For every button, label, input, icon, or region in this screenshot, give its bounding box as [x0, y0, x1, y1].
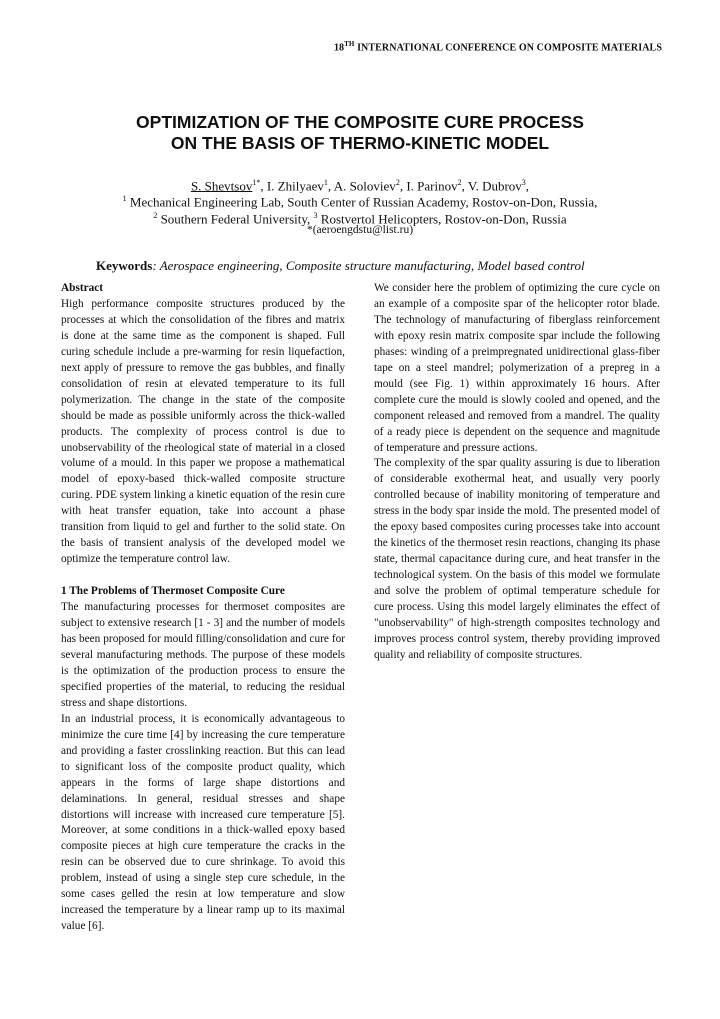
section-1-paragraph-3: We consider here the problem of optimizing the cure cycle on an example of a composite spar of the helicopter rotor blade. The technology of manufacturing of fiberglass reinforcement with epoxy resin matrix composite spar include the following phases: winding of a preimpregnated unidirectional glass-fiber tape on a steel mandrel; polymerization of a prepreg in a mould (see Fig. 1) within approximately 16 hours. After complete cure the mould is slowly cooled and opened, and the component released and removed from a mandrel. The quality of a ready piece is dependent on the sequence and magnitude of temperature and pressure actions.	[374, 282, 660, 454]
affiliation-mark: 3	[313, 211, 318, 220]
section-spacer	[61, 568, 345, 584]
section-1-paragraph-2: In an industrial process, it is economically advantageous to minimize the cure time [4] by increasing the cure temperature and providing a faster crosslinking reaction. But this can lead to significant loss of the composite product quality, which appears in the forms of large shape distortions and delaminations. In general, residual stresses and shape distortions will increase with increased cure temperature [5]. Moreover, at some conditions in a thick-walled epoxy based composite pieces at high cure temperature the cracks in the resin can be observed due to cure shrinkage. To avoid this problem, instead of using a single step cure schedule, in the some cases gelled the resin at low temperature and slow increased the temperature by a linear ramp up to its maximal value [6].	[61, 712, 345, 933]
author-affiliation-mark: 2	[395, 178, 400, 187]
abstract-heading: Abstract	[61, 282, 104, 294]
section-1-paragraph-4: The complexity of the spar quality assuring is due to liberation of considerable exothermal heat, and usually very poorly controlled because of inability monitoring of temperature and stress in the body spar inside the mold. The presented model of the epoxy based composites curing processes take into account the kinetics of the thermoset resin reactions, changing its phase state, thermal capacitance during cure, and heat transfer in the technological system. On the basis of this model we formulate and solve the problem of optimal temperature schedule for cure process. Using this model largely eliminates the effect of "unobservability" of high-strength composites technology and improves process control system, thereby providing improved quality and reliability of composite structures.	[374, 457, 660, 661]
affiliation-text: Mechanical Engineering Lab, South Center of Russian Academy, Rostov-on-Don, Russia,	[126, 194, 598, 210]
author-name: S. Shevtsov	[190, 178, 253, 194]
right-column	[374, 281, 660, 664]
affiliation-text: Rostvertol Helicopters, Rostov-on-Don, Russia	[317, 211, 567, 227]
section-1-heading: 1 The Problems of Thermoset Composite Cure	[61, 585, 285, 598]
author-affiliation-mark: 2	[457, 178, 462, 187]
affiliation-mark: 1	[122, 194, 127, 203]
keywords	[96, 258, 696, 274]
paper-title	[0, 112, 720, 154]
left-column	[61, 281, 345, 935]
author-affiliation-mark: 1	[323, 178, 328, 187]
title-line-1: OPTIMIZATION OF THE COMPOSITE CURE PROCESS	[136, 112, 584, 132]
header-conference-name: INTERNATIONAL CONFERENCE ON COMPOSITE MATERIALS	[354, 42, 662, 54]
author-affiliation-mark: 3	[521, 178, 526, 187]
author-name: I. Zhilyaev	[266, 178, 324, 194]
title-line-2: ON THE BASIS OF THERMO-KINETIC MODEL	[170, 133, 550, 153]
corresponding-email: *(aeroengdstu@list.ru)	[306, 224, 414, 236]
section-1-paragraph-1: The manufacturing processes for thermoset composites are subject to extensive research [1 - 3] and the number of models has been proposed for mould filling/consolidation and cure for several manufacturing methods. The purpose of these models is the optimization of the production process to ensure the specified properties of the material, to reducing the residual stress and shape distortions.	[61, 601, 345, 709]
abstract-text: High performance composite structures produced by the processes at which the consolidation of the fibres and matrix is done at the same time as the component is shaped. Full curing schedule include a pre-warming for resin liquefaction, next apply of pressure to remove the gas bubbles, and finally consolidation of resin at elevated temperature to its full polymerization. The change in the state of the composite should be made as possible uniformly across the thick-walled products. The complexity of process control is due to unobservability of the rheological state of material in a closed volume of a mould. In this paper we propose a mathematical model of epoxy-based thick-walled composite structure curing. PDE system linking a kinetic equation of the resin cure with heat transfer equation, take into account a phase transition from liquid to gel and further to the solid state. On the basis of transient analysis of the developed model we optimize the temperature control law.	[61, 297, 345, 566]
running-header	[0, 40, 720, 53]
author-name: I. Parinov	[406, 178, 458, 194]
author-list: S. Shevtsov$^{1*}$, I. Zhilyaev$^1$, A. Soloviev$^2$, I. Parinov$^2$, V. Dubrov$^3$,	[190, 178, 530, 194]
author-name: V. Dubrov	[467, 178, 522, 194]
header-number: 18	[333, 42, 345, 54]
header-ordinal: TH	[344, 40, 355, 48]
keywords-text: : Aerospace engineering, Composite structure manufacturing, Model based control	[152, 258, 585, 273]
author-name: A. Soloviev	[333, 178, 396, 194]
keywords-label: Keywords	[96, 258, 153, 273]
affiliation-mark: 2	[153, 211, 158, 220]
affiliation-text: Southern Federal University,	[157, 211, 314, 227]
author-affiliation-mark: 1*	[252, 178, 261, 187]
